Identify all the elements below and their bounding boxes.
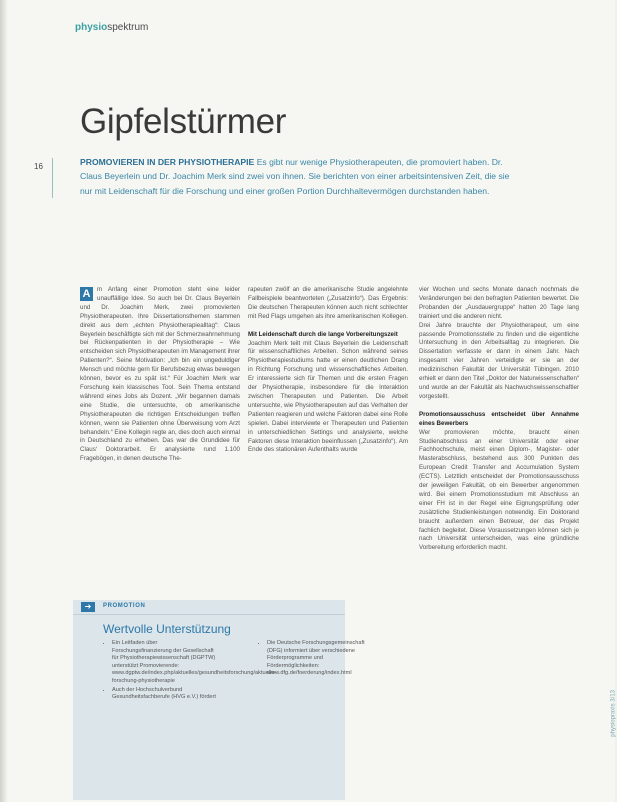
col2-text-2: Joachim Merk teilt mit Claus Beyerlein die Leidenschaft für wissenschaftliches Arbeiten. Schon während seines Physiotherapiestudiums hatte er einen deutlichen Drang in Richtung Forschung und wissenschaftliches Arbeiten. Er interessierte sich für Themen und die ersten Fragen der Physiotherapie, insbesondere für die Interaktion zwischen Therapeuten und Patienten. Die Arbeit untersuchte, wie Physiotherapeuten auf das Verhalten der Patienten reagieren und welche Faktoren dabei eine Rolle spielen. Dabei interviewte er Therapeuten und Patienten in unterschiedlichen Settings und analysierte, welche Faktoren diese Interaktion beeinflussen („Zusatzinfo“). Am Ende des stationären Aufenthalts wurde [248,339,408,454]
rubric-part1: physio [75,22,108,33]
edge-label: physiopraxis 3/13 [611,690,617,737]
promotion-list-1 [103,640,277,702]
promotion-header [73,600,345,615]
page-number-rule [52,158,53,198]
drop-cap: A [80,287,93,301]
col3-text: vier Wochen und sechs Monate danach nochmals die Veränderungen bei den befragten Patienten bewertet. Die Probanden der „Ausdauergruppe“ hatten 20 Tage lang trainiert und die anderen nicht. [419,286,579,320]
lead-kicker: PROMOVIEREN IN DER PHYSIOTHERAPIE [80,157,255,167]
promotion-box [73,600,365,800]
col3-subheading: Promotionsausschuss entscheidet über Annahme eines Bewerbers [419,410,579,427]
list-item: • Die Deutsche Forschungsgemeinschaft (DFG) informiert über verschiedene Förderprogramme und Fördermöglichkeiten: www.dfg.de/foerderung/index.html [267,640,373,678]
col2-subheading: Mit Leidenschaft durch die lange Vorbereitungszeit [248,330,398,338]
promotion-list-2 [258,640,373,678]
col3-text-3: Wer promovieren möchte, braucht einen Studienabschluss an einer Universität oder einer Fachhochschule, meist einen Diplom-, Magister- oder Masterabschluss, bestehend aus 300 Punkten des European Credit Transfer and Accumulation System (ECTS). Letztlich entscheidet der Promotionsausschuss der jeweiligen Fakultät, ob ein Bewerber angenommen wird. Bei einem Promotionsstudium mit Abschluss an einer FH ist in der Regel eine Eignungsprüfung oder zusätzliche Studienleistungen notwendig. Ein Doktorand braucht außerdem einen Betreuer, der das Projekt fachlich begleitet. Diese Voraussetzungen können sich je nach Universität unterscheiden, was eine gründliche Vorbereitung erforderlich macht. [419,428,579,552]
article-title: Gipfelstürmer [80,102,287,141]
body-column-3 [419,286,579,553]
body-column-2 [248,286,408,455]
promotion-title: Wertvolle Unterstützung [103,622,231,636]
list-item: • Ein Leitfaden über Forschungsfinanzierung der Gesellschaft für Physiotherapiewissenschaft (DGPTW) unterstützt Promovierende: www.dgptw.de/index.php/aktuelles/gesundheitsforschung/aktuelle-forschung-physiotherapie [112,640,218,686]
promotion-label: PROMOTION [103,603,146,609]
article-lead [80,155,510,198]
body-column-1 [80,286,240,464]
col2-text: rapeuten zwölf an die amerikanische Studie angelehnte Fallbeispiele beantworteten („Zusatzinfo“). Das Ergebnis: Die deutschen Therapeuten können auch nicht schlechter mit Red Flags umgehen als ihre amerikanischen Kollegen. [248,286,408,320]
section-rubric [75,22,148,33]
page-number: 16 [34,162,43,171]
col3-text-2: Drei Jahre brauchte der Physiotherapeut, um eine passende Promotionsstelle zu finden und die eigentliche Untersuchung in den Arbeitsalltag zu integrieren. Die Dissertation verfasste er dann in einem Jahr. Nach insgesamt vier Jahren verteidigte er sie an der medizinischen Fakultät der Universität Tübingen. 2010 erhielt er dann den Titel „Doktor der Naturwissenschaften“ und wurde an der Fakultät als Nachwuchswissenschaftler vorgestellt. [419,321,579,400]
arrow-right-icon: ➔ [81,602,95,612]
list-item: • Auch der Hochschulverbund Gesundheitsfachberufe (HVG e.V.) fördert [112,687,218,702]
lead-text: Es gibt nur wenige Physiotherapeuten, die promoviert haben. Dr. Claus Beyerlein und Dr. Joachim Merk sind zwei von ihnen. Sie berichten von einer arbeitsintensiven Zeit, die sie nur mit Leidenschaft für die Forschung und einer großen Portion Durchhaltevermögen durchstanden haben. [80,157,510,196]
col1-text: m Anfang einer Promotion steht eine leider unauffällige Idee. So auch bei Dr. Claus Beyerlein und Dr. Joachim Merk, zwei promovierten Physiotherapeuten. Ihre Dissertationsthemen stammen direkt aus dem „echten Physiotherapiealltag“: Claus Beyerlein beschäftigte sich mit der Schmerzwahrnehmung bei Rückenpatienten in der Physiotherapie – Wie entscheiden sich Physiotherapeuten im Management ihrer Patienten?“. Seine Motivation: „Ich bin ein ungeduldiger Mensch und möchte gern für Berufsbezug etwas bewegen können, bevor es zu spät ist.“ Für Joachim Merk war Forschung kein klassisches Tool. Sein Thema entstand während eines Jobs als Dozent. „Wir begannen damals eine Studie, die untersuchte, ob amerikanische Physiotherapeuten die richtigen Entscheidungen treffen können, wenn sie Patienten ohne Überweisung vom Arzt behandeln.“ Eine Kollegin regte an, dies doch auch einmal in Deutschland zu erheben. Das war die Grundidee für Claus‘ Doktorarbeit. Er analysierte rund 1.100 Fragebögen, in denen deutsche The- [80,286,240,463]
promotion-column-2 [258,640,373,679]
promotion-column-1 [103,640,277,703]
rubric-part2: spektrum [107,22,149,33]
page-spine-shadow [0,0,8,802]
